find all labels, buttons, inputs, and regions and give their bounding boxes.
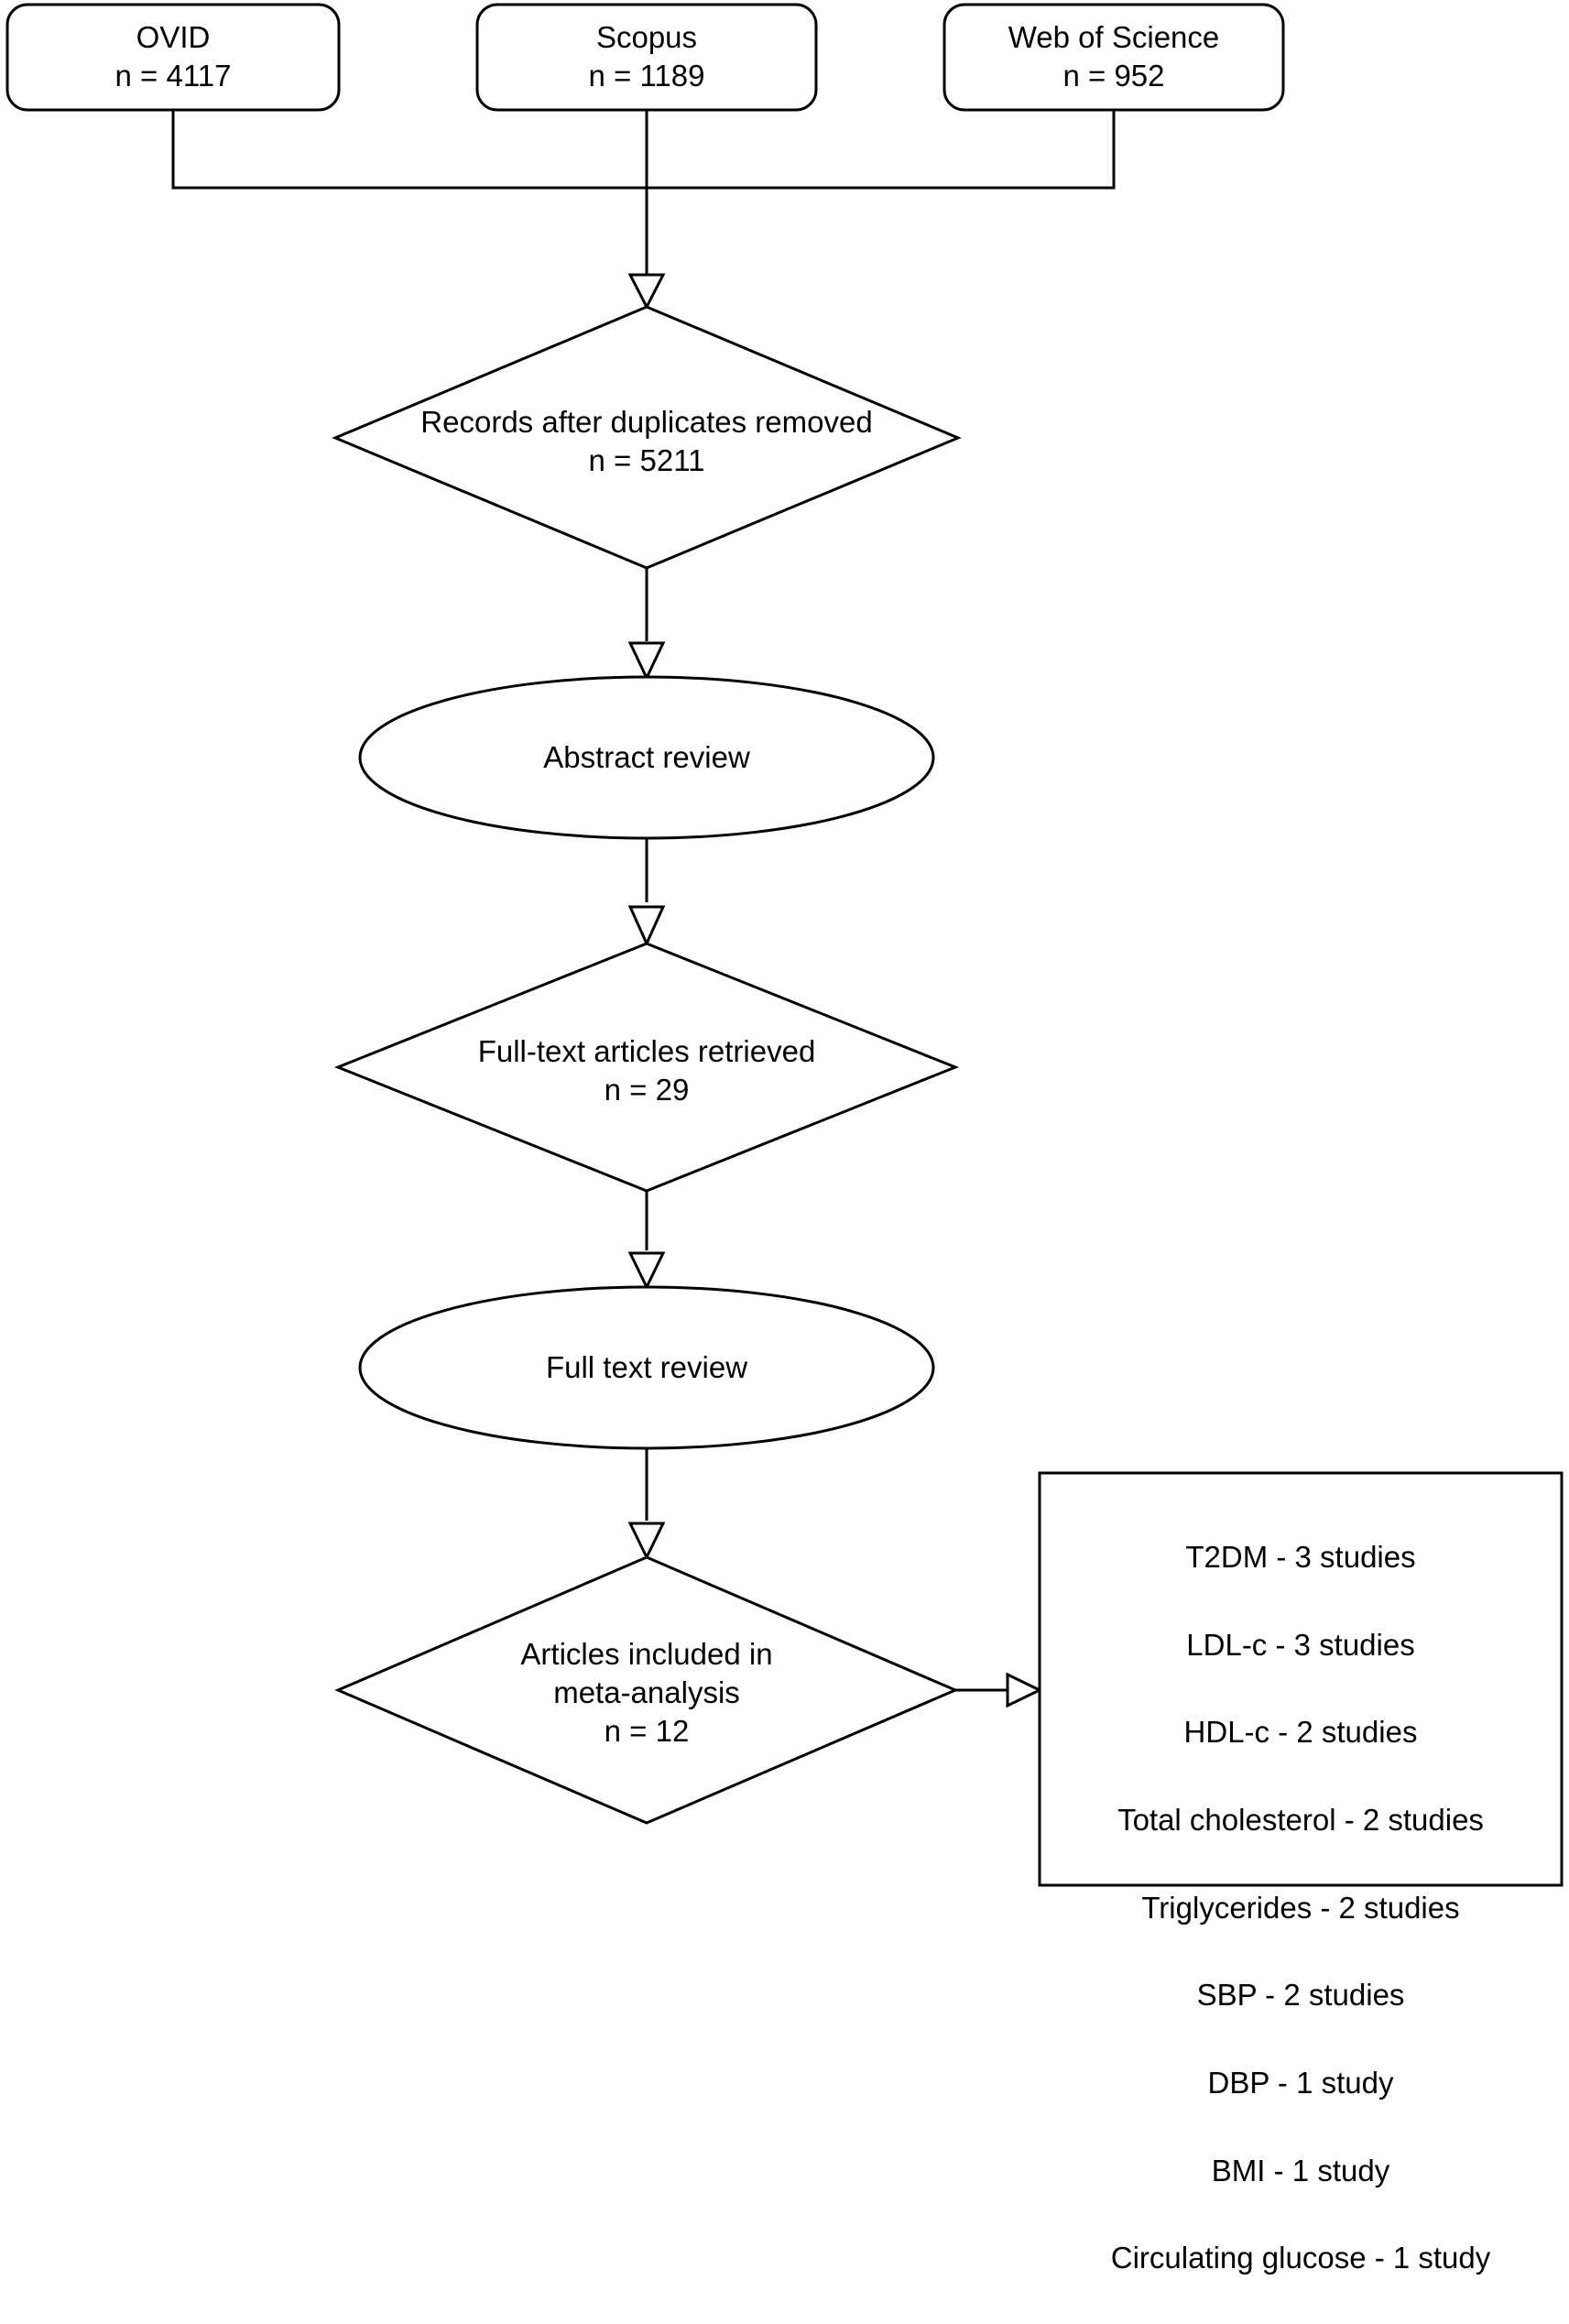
outcome-item: HDL-c - 2 studies (1183, 1715, 1418, 1750)
arrowhead-to-included (630, 1523, 663, 1557)
outcomes-box (1040, 1473, 1562, 1885)
outcome-item: T2DM - 3 studies (1185, 1539, 1416, 1574)
outcome-item: Total cholesterol - 2 studies (1117, 1802, 1484, 1837)
node-fulltext-review (360, 1287, 933, 1448)
arrowhead-to-fulltext-retrieved (630, 907, 663, 944)
arrowhead-to-outcomes (1008, 1675, 1040, 1706)
source-box-web-of-science (944, 5, 1283, 110)
node-fulltext-retrieved (338, 944, 955, 1191)
source-label-ovid: OVID n = 4117 (114, 20, 232, 93)
connector-sources-merge (173, 110, 1114, 188)
arrowhead-to-fulltext-review (630, 1253, 663, 1287)
node-duplicates-removed (335, 307, 958, 568)
outcome-item: Circulating glucose - 1 study (1110, 2241, 1491, 2275)
outcome-item: DBP - 1 study (1207, 2065, 1394, 2100)
node-label-fulltext-review: Full text review (545, 1350, 748, 1384)
source-label-scopus: Scopus n = 1189 (588, 20, 705, 93)
node-label-articles-included: Articles included in meta-analysis n = 12 (520, 1637, 773, 1749)
outcome-item: SBP - 2 studies (1196, 1978, 1405, 2013)
node-label-fulltext-retrieved: Full-text articles retrieved n = 29 (477, 1034, 816, 1107)
arrowhead-to-abstract-review (630, 643, 663, 678)
outcome-item: Triglycerides - 2 studies (1141, 1890, 1460, 1925)
arrowhead-to-duplicates (630, 275, 663, 307)
source-box-ovid (7, 5, 339, 110)
node-label-abstract-review: Abstract review (543, 740, 750, 774)
outcome-item: BMI - 1 study (1211, 2153, 1390, 2188)
source-label-web-of-science: Web of Science n = 952 (1008, 20, 1220, 93)
source-box-scopus (477, 5, 816, 110)
node-abstract-review (360, 677, 933, 838)
node-label-duplicates-removed: Records after duplicates removed n = 5211 (420, 405, 873, 478)
node-articles-included (338, 1557, 955, 1823)
outcome-item: LDL-c - 3 studies (1186, 1627, 1415, 1662)
